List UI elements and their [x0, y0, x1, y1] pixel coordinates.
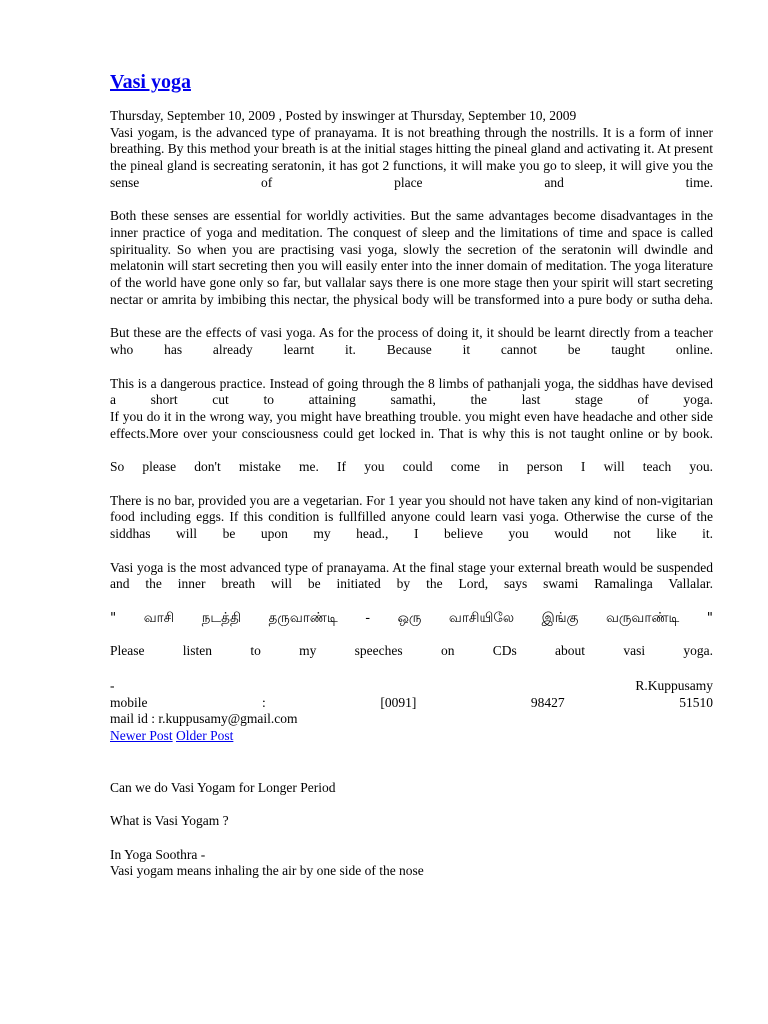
post-paragraph-1: Vasi yogam, is the advanced type of pranayama. It is not breathing through the nostrills. It is a form of inner breathing. By this method your breath is at the initial stages hitting the pineal gland and activating it. At present the pineal gland is secreating seratonin, it has got 2 functions, it will make you go to sleep, it will give you the sense of place and time. — [110, 124, 713, 190]
post-paragraph-5: If you do it in the wrong way, you might have breathing trouble. you might even have headache and other side effects.More over your consciousness could get locked in. That is why this is not taught online or by book. — [110, 408, 713, 441]
post-paragraph-4-group — [110, 376, 713, 443]
tamil-quote: " வாசி நடத்தி தருவாண்டி - ஒரு வாசியிலே இங்கு வருவாண்டி " — [110, 609, 713, 626]
mail-line: mail id : r.kuppusamy@gmail.com — [110, 711, 298, 727]
post-paragraph-3: But these are the effects of vasi yoga. As for the process of doing it, it should be learnt directly from a teacher who has already learnt it. Because it cannot be taught online. — [110, 325, 713, 358]
mobile-line: mobile : [0091] 98427 51510 — [110, 694, 713, 710]
signature-dash: - — [110, 677, 115, 693]
post-title — [110, 68, 713, 96]
post-meta: Thursday, September 10, 2009 , Posted by inswinger at Thursday, September 10, 2009 — [110, 108, 577, 123]
related-heading: In Yoga Soothra - — [110, 846, 206, 862]
post-paragraph-6: So please don't mistake me. If you could come in person I will teach you. — [110, 459, 713, 475]
post-paragraph-2: Both these senses are essential for worldly activities. But the same advantages become disadvantages in the inner practice of yoga and meditation. The conquest of sleep and the limitations of time and space is called spirituality. So when you are practising vasi yoga, slowly the secretion of the seratonin will dwindle and melatonin will start secreting then you will easily enter into the inner domain of meditation. The yoga literature of the world have gone only so far, but vallalar says there is one more stage then your spirit will start secreting nectar or amrita by imbibing this nectar, the physical body will be transformed into a pure body or sutha deha. — [110, 208, 713, 307]
post-navigation — [110, 728, 713, 745]
post-paragraph-4: This is a dangerous practice. Instead of going through the 8 limbs of pathanjali yoga, the siddhas have devised a short cut to attaining samathi, the last stage of yoga. — [110, 375, 713, 408]
older-post-link[interactable]: Older Post — [176, 728, 234, 744]
signature-row — [110, 678, 713, 695]
blog-post — [110, 68, 713, 880]
post-title-link[interactable]: Vasi yoga — [110, 71, 191, 93]
newer-post-link[interactable]: Newer Post — [110, 728, 173, 744]
related-question-1: Can we do Vasi Yogam for Longer Period — [110, 779, 336, 795]
post-paragraph-8: Vasi yoga is the most advanced type of pranayama. At the final stage your external breath would be suspended and the inner breath will be initiated by the Lord, says swami Ramalinga Vallalar. — [110, 559, 713, 592]
signature-name: R.Kuppusamy — [635, 677, 713, 693]
post-paragraph-7: There is no bar, provided you are a vegetarian. For 1 year you should not have taken any kind of non-vigitarian food including eggs. If this condition is fullfilled anyone could learn vasi yoga. Otherwise the curse of the siddhas will be upon my head., I believe you would not like it. — [110, 492, 713, 542]
related-text: Vasi yogam means inhaling the air by one side of the nose — [110, 863, 424, 879]
related-content — [110, 780, 713, 880]
cds-line: Please listen to my speeches on CDs about vasi yoga. — [110, 643, 713, 659]
related-question-2: What is Vasi Yogam ? — [110, 813, 229, 829]
